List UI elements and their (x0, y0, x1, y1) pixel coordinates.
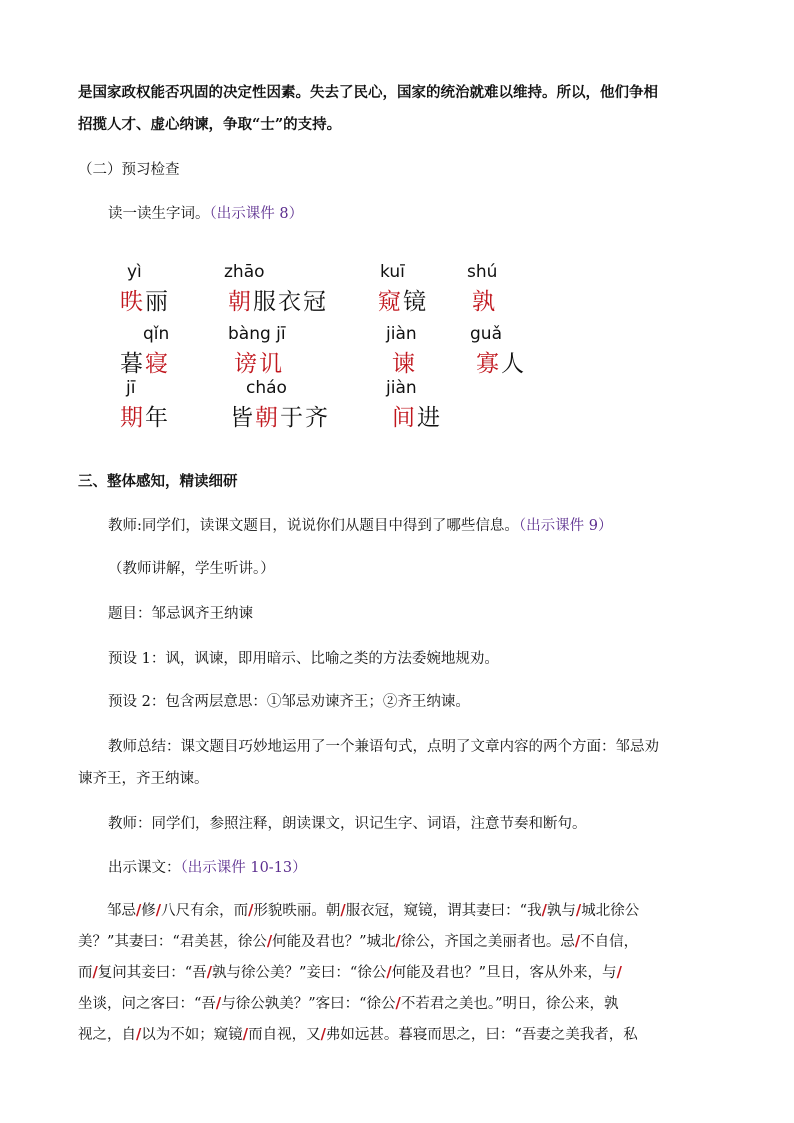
paragraph-teacher-prompt: 教师:同学们，读课文题目，说说你们从题目中得到了哪些信息。（出示课件 9） (108, 518, 613, 534)
classical-text-line (78, 897, 639, 925)
text-segment: 何能及君也？”城北 (272, 934, 396, 950)
pause-mark: / (136, 902, 142, 919)
vocab-word: 昳丽 (120, 289, 170, 315)
courseware-ref: （出示课件 10-13） (180, 860, 307, 876)
pinyin: qǐn (143, 324, 170, 344)
paragraph-preset-1: 预设 1：讽，讽谏，即用暗示、比喻之类的方法委婉地规劝。 (108, 651, 499, 667)
paragraph-preset-2: 预设 2：包含两层意思：①邹忌劝谏齐王；②齐王纳谏。 (108, 694, 470, 710)
pinyin: yì (127, 262, 142, 282)
vocab-word: 暮寝 (120, 351, 170, 377)
text-segment: 何能及君也？”旦日，客从外来，与 (391, 965, 617, 981)
vocab-word: 窥镜 (378, 289, 428, 315)
pause-mark: / (320, 1026, 326, 1043)
intro-line-2: 招揽人才、虚心纳谏，争取“士”的支持。 (78, 116, 342, 133)
text-segment: 孰与 (546, 903, 576, 919)
text-segment: 八尺有余，而 (161, 903, 249, 919)
paragraph-summary-line-2: 谏齐王，齐王纳谏。 (78, 771, 209, 787)
pause-mark: / (395, 933, 401, 950)
text-segment: 孰与徐公美？”妾曰：“徐公 (212, 965, 387, 981)
pause-mark: / (541, 902, 547, 919)
text-segment: 美？”其妻曰：“君美甚，徐公 (78, 934, 267, 950)
vocab-word: 谏 (392, 351, 417, 377)
intro-line-1: 是国家政权能否巩固的决定性因素。失去了民心，国家的统治就难以维持。所以，他们争相 (78, 84, 658, 101)
text-segment: 不自信， (580, 934, 639, 950)
pause-mark: / (386, 964, 392, 981)
pinyin: kuī (380, 262, 405, 282)
vocab-word: 期年 (120, 405, 170, 431)
pause-mark: / (574, 933, 581, 950)
text-segment: 视之，自 (78, 1027, 136, 1043)
paragraph-summary-line-1: 教师总结：课文题目巧妙地运用了一个兼语句式，点明了文章内容的两个方面：邹忌劝 (108, 739, 659, 755)
pause-mark: / (92, 964, 98, 981)
vocab-word: 朝服衣冠 (228, 289, 328, 315)
pause-mark: / (155, 902, 162, 919)
vocab-word: 孰 (472, 289, 497, 315)
classical-text-line (78, 1021, 638, 1049)
vocab-word: 皆朝于齐 (230, 405, 330, 431)
pause-mark: / (136, 1026, 142, 1043)
pause-mark: / (215, 995, 222, 1012)
pinyin: jiàn (386, 378, 417, 398)
vocab-word: 寡人 (476, 351, 526, 377)
text-segment: 而自视，又 (248, 1027, 321, 1043)
paragraph-note: （教师讲解，学生听讲。） (108, 561, 275, 577)
text-segment: 不若君之美也。”明日，徐公来，孰 (400, 996, 619, 1012)
text-segment: 复问其妾曰：“吾 (97, 965, 207, 981)
pause-mark: / (242, 1026, 249, 1043)
paragraph-show-text: 出示课文：（出示课件 10-13） (108, 860, 307, 876)
text-segment: 城北徐公 (581, 903, 640, 919)
pause-mark: / (575, 902, 582, 919)
text-segment: 坐谈，问之客曰：“吾 (78, 996, 216, 1012)
text-segment: 以为不如；窥镜 (141, 1027, 243, 1043)
classical-text-line (78, 928, 638, 956)
pinyin: shú (467, 262, 498, 282)
paragraph-teacher-instruction: 教师：同学们，参照注释，朗读课文，识记生字、词语，注意节奏和断句。 (108, 816, 587, 832)
pause-mark: / (616, 964, 622, 981)
text-segment: 与徐公孰美？”客曰：“徐公 (221, 996, 396, 1012)
courseware-ref: （出示课件 9） (518, 518, 613, 534)
pinyin: cháo (246, 378, 287, 398)
pinyin: zhāo (224, 262, 265, 282)
courseware-ref: （出示课件 8） (209, 206, 304, 222)
text-segment: 邹忌 (78, 903, 136, 919)
text-segment: 徐公，齐国之美丽者也。忌 (400, 934, 575, 950)
pinyin: jiàn (386, 324, 417, 344)
pause-mark: / (248, 902, 254, 919)
pause-mark: / (206, 964, 213, 981)
text-segment: 形貌昳丽。朝 (253, 903, 341, 919)
section-2-instruction (108, 202, 303, 223)
text-segment: 弗如远甚。暮寝而思之，曰：“吾妻之美我者，私 (325, 1027, 638, 1043)
text-segment: 修 (141, 903, 156, 919)
section-2-heading: （二）预习检查 (78, 162, 180, 178)
pause-mark: / (266, 933, 273, 950)
pause-mark: / (395, 995, 401, 1012)
pinyin: jī (126, 378, 136, 398)
text-segment: 服衣冠，窥镜，谓其妻曰：“我 (345, 903, 542, 919)
classical-text-line (78, 959, 622, 987)
vocab-word: 谤讥 (234, 351, 284, 377)
classical-text-line (78, 990, 619, 1018)
instruction-text: 读一读生字词。 (108, 206, 210, 222)
pinyin: bàng jī (228, 324, 286, 344)
section-3-heading: 三、整体感知，精读细研 (78, 473, 238, 490)
pause-mark: / (340, 902, 346, 919)
pinyin: guǎ (470, 324, 502, 344)
paragraph-title: 题目：邹忌讽齐王纳谏 (108, 606, 253, 622)
vocab-word: 间进 (392, 405, 442, 431)
text-segment: 而 (78, 965, 93, 981)
